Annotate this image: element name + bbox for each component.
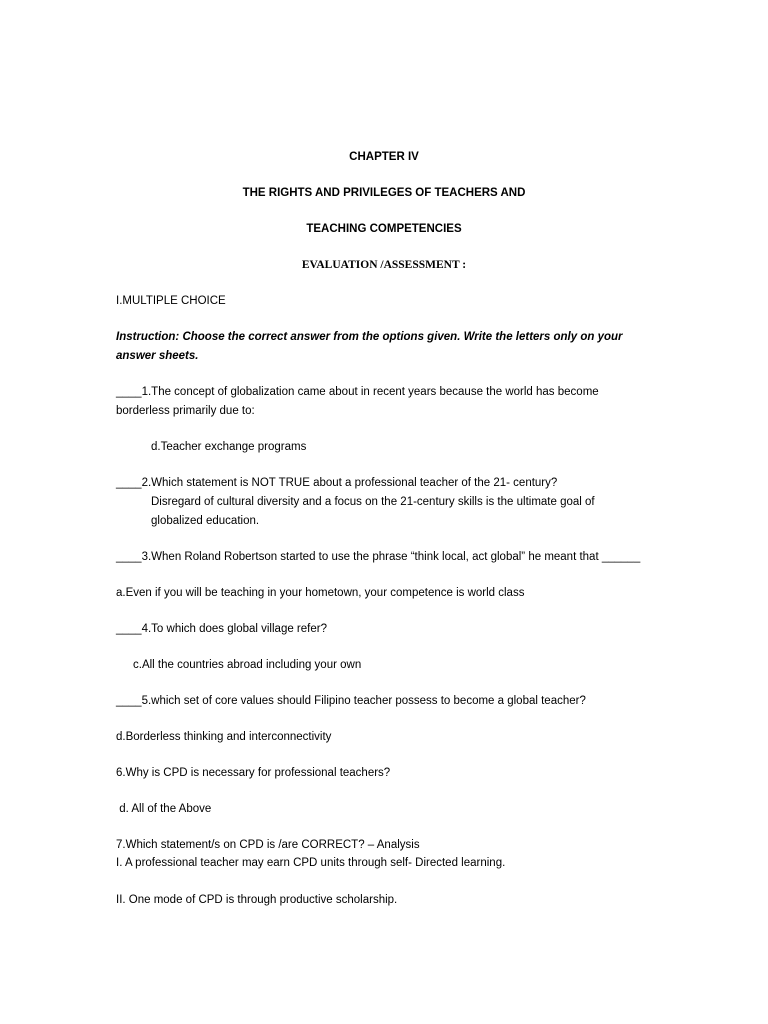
question-5-answer: d.Borderless thinking and interconnectivity [116, 731, 332, 743]
chapter-label: CHAPTER IV [349, 151, 419, 163]
question-1-answer: d.Teacher exchange programs [151, 441, 307, 453]
question-3-line-1: ____3.When Roland Robertson started to use the phrase “think local, act global” he meant that ______ [116, 551, 641, 563]
question-4-answer: c.All the countries abroad including your own [133, 659, 362, 671]
section-heading: I.MULTIPLE CHOICE [116, 295, 226, 307]
chapter-title-line-2: TEACHING COMPETENCIES [306, 223, 462, 235]
question-3-answer: a.Even if you will be teaching in your hometown, your competence is world class [116, 587, 525, 599]
instruction-line-1: Instruction: Choose the correct answer from the options given. Write the letters only on your [116, 331, 623, 343]
question-7-line-1: 7.Which statement/s on CPD is /are CORRECT? – Analysis [116, 839, 420, 851]
question-5-line-1: ____5.which set of core values should Filipino teacher possess to become a global teacher? [116, 695, 586, 707]
chapter-title-line-1: THE RIGHTS AND PRIVILEGES OF TEACHERS AND [242, 187, 526, 199]
question-7-item-2: II. One mode of CPD is through productive scholarship. [116, 894, 398, 906]
question-1-line-2: borderless primarily due to: [116, 405, 255, 417]
question-7-item-1: I. A professional teacher may earn CPD units through self- Directed learning. [116, 857, 506, 869]
evaluation-heading: EVALUATION /ASSESSMENT : [301, 259, 467, 271]
question-6-line-1: 6.Why is CPD is necessary for professional teachers? [116, 767, 391, 779]
question-6-answer: d. All of the Above [116, 803, 212, 815]
question-2-answer-line-1: Disregard of cultural diversity and a focus on the 21-century skills is the ultimate goal of [151, 496, 595, 508]
question-1-line-1: ____1.The concept of globalization came about in recent years because the world has become [116, 386, 599, 398]
instruction-line-2: answer sheets. [116, 350, 199, 362]
question-2-answer-line-2: globalized education. [151, 515, 260, 527]
question-2-line-1: ____2.Which statement is NOT TRUE about a professional teacher of the 21- century? [116, 477, 558, 489]
question-4-line-1: ____4.To which does global village refer? [116, 623, 327, 635]
